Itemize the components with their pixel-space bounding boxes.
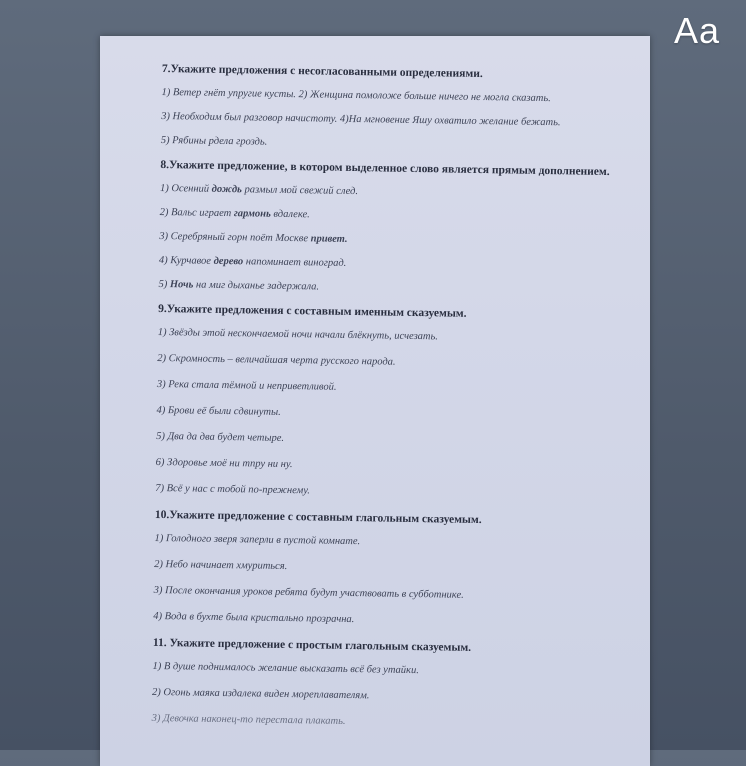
question-8-option: 2) Вальс играет гармонь вдалеке. [159, 206, 310, 221]
question-11-option: 3) Девочка наконец-то перестала плакать. [151, 712, 346, 727]
question-9-option: 3) Река стала тёмной и неприветливой. [156, 378, 337, 393]
question-7-option: 3) Необходим был разговор начистоту. 4)На мгновение Яшу охватило желание бежать. [161, 110, 561, 129]
question-11-option: 2) Огонь маяка издалека виден мореплавателям. [152, 686, 370, 702]
question-9-option: 2) Скромность – величайшая черта русского народа. [157, 352, 396, 368]
question-7-title: 7.Укажите предложения с несогласованными определениями. [161, 62, 483, 81]
question-10-option: 1) Голодного зверя заперли в пустой комнате. [154, 532, 361, 548]
question-10-option: 2) Небо начинает хмуриться. [154, 558, 288, 573]
page-content [151, 62, 622, 745]
question-10-option: 3) После окончания уроков ребята будут участвовать в субботнике. [153, 584, 464, 601]
question-9-option: 6) Здоровье моё ни тпру ни ну. [155, 456, 293, 471]
question-11-title: 11. Укажите предложение с простым глагольным сказуемым. [152, 636, 472, 654]
question-9-option: 1) Звёзды этой нескончаемой ночи начали блёкнуть, исчезать. [157, 326, 439, 343]
question-10-option: 4) Вода в бухте была кристально прозрачна. [153, 610, 355, 626]
question-8-option: 1) Осенний дождь размыл мой свежий след. [159, 182, 359, 198]
question-9-option: 5) Два да два будет четыре. [156, 430, 285, 444]
question-11-option: 1) В душе поднималось желание высказать всё без утайки. [152, 660, 419, 677]
question-7-option: 1) Ветер гнёт упругие кусты. 2) Женщина помоложе больше ничего не могла сказать. [161, 86, 551, 105]
question-8-option: 3) Серебряный горн поёт Москве привет. [159, 230, 348, 245]
document-page [100, 36, 650, 766]
question-8-title: 8.Укажите предложение, в котором выделенное слово является прямым дополнением. [160, 158, 610, 179]
question-10-title: 10.Укажите предложение с составным глагольным сказуемым. [154, 508, 482, 527]
question-8-option: 5) Ночь на миг дыханье задержала. [158, 278, 320, 293]
question-8-option: 4) Курчавое дерево напоминает виноград. [158, 254, 347, 269]
question-9-option: 4) Брови её были сдвинуты. [156, 404, 281, 418]
question-9-title: 9.Укажите предложения с составным именным сказуемым. [158, 302, 467, 320]
question-7-option: 5) Рябины рдела гроздь. [160, 134, 268, 148]
question-9-option: 7) Всё у нас с тобой по-прежнему. [155, 482, 310, 497]
font-size-button[interactable]: Aa [673, 10, 720, 51]
